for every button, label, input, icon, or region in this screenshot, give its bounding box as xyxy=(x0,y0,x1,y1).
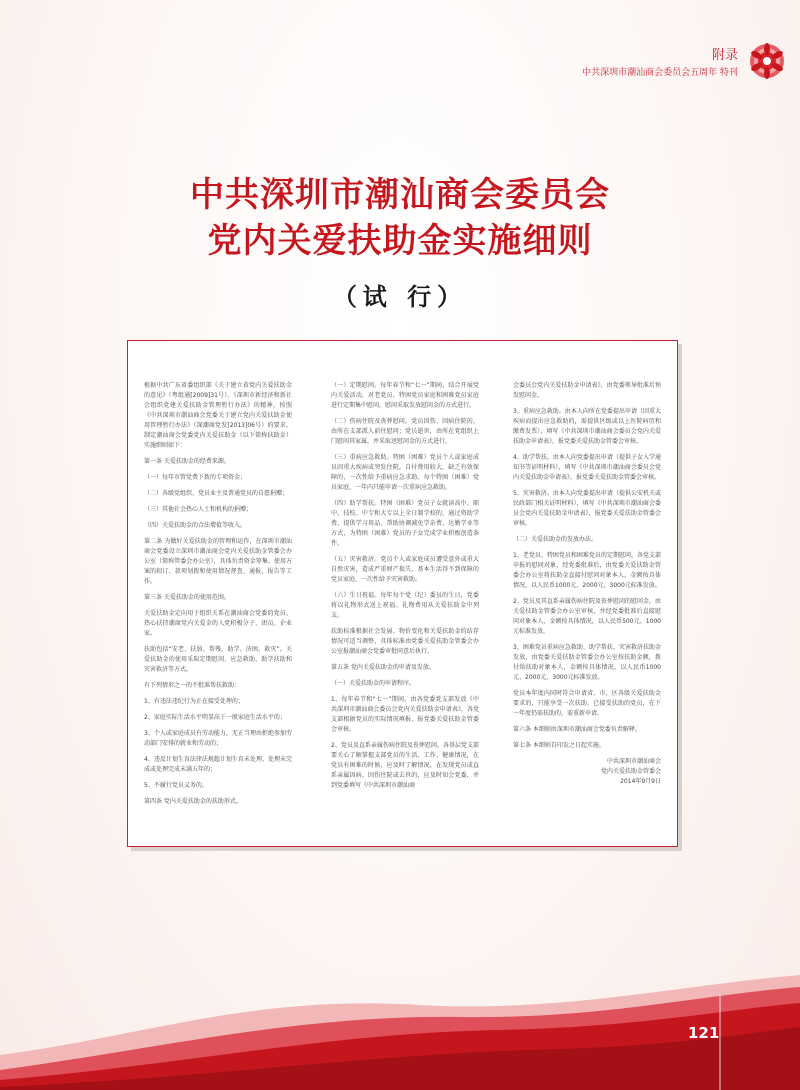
article-heading: 第六条 本细则由深圳市潮汕商会党委负责解释。 xyxy=(513,726,641,733)
paragraph: 4、助学帮扶。由本人向党委提出申请（提供子女入学通知书等证明材料），填写《中共深圳市潮汕商会委员会党内关爱扶助金申请表》，报党委关爱扶助金管委会审核。 xyxy=(513,454,661,481)
paragraph: （一）定期慰问。每年春节和“七一”期间，结合开展党内关爱活动，对老党员、特困党员家庭和困难党员家庭进行定期集中慰问，慰问采取发放慰问金的方式进行。 xyxy=(331,382,479,409)
content-panel xyxy=(127,340,678,847)
paragraph: 关爱扶助金定向用于组织关系在潮汕商会党委的党员、热心扶持潮商党内关爱金的入党积极分子、团员、企业家。 xyxy=(144,610,292,637)
paragraph: （一）每年市管党费下拨的专项资金； xyxy=(144,474,247,481)
title-line-1: 中共深圳市潮汕商会委员会 xyxy=(190,175,610,215)
header-section: 附录 xyxy=(711,48,738,63)
paragraph: 1、有违法违纪行为正在接受处理的； xyxy=(144,698,244,705)
article-heading: 第三条 关爱扶助金的使用范围。 xyxy=(144,594,230,601)
text-column-1 xyxy=(144,381,292,813)
title-line-2: 党内关爱扶助金实施细则 xyxy=(207,221,593,261)
paragraph: （五）灾害救济。党员个人或家庭成员遭受意外或重大自然灾害，造成严重财产损失、基本生活得不到保障的党员家庭，一次性给予灾害救助。 xyxy=(331,556,479,583)
paragraph: 2、党员及直系亲属伤病住院及丧葬慰问。各基层党支部要关心了解掌握支部党员的生活、工作、健康情况，在党员有困难的时候，应及时了解情况，在发现党员或直系亲属因病、因伤住院或去世的，应及时知会党委，并到党委填写《中共深圳市潮汕商 xyxy=(331,742,479,789)
document-title xyxy=(0,172,800,264)
article-heading: 第五条 党内关爱扶助金的申请及发放。 xyxy=(331,664,435,671)
paragraph: （二）关爱扶助金的发放办法。 xyxy=(513,536,598,543)
signature-date: 2014年9月9日 xyxy=(620,778,661,785)
paragraph: 1、老党员、特困党员和困难党员的定期慰问，各党支部申报的慰问对象，经党委批准后，由党委关爱扶助金管委会办公室将扶助金直接付慰问对象本人，金额按具体情况，以人民币1000元、2000元、3000元标准发放。 xyxy=(513,552,661,589)
paragraph: 3、重病应急救助。由本人向所在党委提出申请（因重大疾病而提出应急救助的，需提供区级或以上医院病历和缴费发票），填写《中共深圳市潮汕商会委员会党内关爱扶助金申请表》，报党委关爱扶助金管委会审核。 xyxy=(513,408,661,445)
paragraph: （四）助学帮扶。特困（困难）党员子女就读高中、职中、技校、中专和大专以上全日制学校的，通过资助学费、提供学习用品、帮助协调减免学杂费、达勤学业等方式，为特困（困难）党员的子女完成学业积极创造条件。 xyxy=(331,500,479,547)
paragraph: 根据中共广东省委组织部《关于建立省党内关爱扶助金的意见》（粤组通[2009]31号）、《深圳市新经济和新社会组织党建关爱扶助金管理暂行办法》的精神，按照《中共深圳市潮汕商会党委关于建立党内关爱扶助金使用管理暂行办法》（深潮商党发[2013]06号）的要求，制定潮汕商会党委党内关爱扶助金（以下简称扶助金）实施细则如下： xyxy=(144,382,292,449)
paragraph: （三）重病应急救助。特困（困难）党员个人或家庭成员因重大疾病或突发住院，自付费用较大，缺乏有效保障的，一次性给予重病应急求助。每个特困（困难）党员家庭，一年内只能申请一次重病应急救助。 xyxy=(331,454,479,491)
article-heading: 第七条 本细则自印发之日起实施。 xyxy=(513,742,605,749)
paragraph: （一）关爱扶助金的申请程序。 xyxy=(331,680,416,687)
paragraph: 5、灾害救济。由本人向党委提出申请（提供公安机关或民政部门相关证明材料），填写《中共深圳市潮汕商会委员会党内关爱扶助金申请表》，报党委关爱扶助金管委会审核。 xyxy=(513,490,661,527)
signature-org-2: 党内关爱扶助金管委会 xyxy=(600,768,661,775)
paragraph: （二）伤病住院及丧葬慰问。党员因伤、因病住院的，由所在支部派人前往慰问；党员逝世，由所在党组织上门慰问其家属，并采取送慰问金的方式进行。 xyxy=(331,418,479,445)
signature-block xyxy=(513,757,661,787)
article-heading: 第一条 关爱扶助金的经费来源。 xyxy=(144,458,230,465)
paragraph: 5、不履行党员义务的。 xyxy=(144,782,208,789)
paragraph: 4、违反计划生育法律法规超计划生育未处理、处理未完成或处理完成未满五年的； xyxy=(144,756,292,773)
paragraph: （六）生日祝福。每年每个党（纪）委员的生日，党委将以礼物形式送上祝福。礼物费用从关爱扶助金中列支。 xyxy=(331,592,479,619)
paragraph: 2、家庭实际生活水平明显高于一般家庭生活水平的； xyxy=(144,714,286,721)
header-subtitle: 中共深圳市潮汕商会委员会五周年 特刊 xyxy=(582,68,738,78)
paragraph: 会委员会党内关爱扶助金申请表》，由党委领导批准后预发慰问金。 xyxy=(513,382,661,399)
flower-logo-icon xyxy=(748,42,786,80)
paragraph: 扶助包括“安老、扶弱、帮残、助学、济困、救灾”。关爱扶助金的使用采取定期慰问、应急救助、助学扶助和灾害救济等方式。 xyxy=(144,646,292,673)
paragraph: （二）各级党组织、党员业主及普通党员的自愿捐赠； xyxy=(144,490,289,497)
text-column-2 xyxy=(331,381,479,797)
document-subtitle: （试 行） xyxy=(332,282,468,311)
page-number: 121 xyxy=(688,1024,720,1042)
paragraph: （四）关爱扶助金的合法增值等收入。 xyxy=(144,522,247,529)
article-heading: 第四条 党内关爱扶助金的扶助形式。 xyxy=(144,798,242,805)
paragraph: 1、每年春节和“七一”期间，由各党委党支部发放《中共深圳市潮汕商会委员会党内关爱扶助金申请表》，各党支部根据党员的实际情况填报，报党委关爱扶助金管委会审核。 xyxy=(331,696,479,733)
paragraph: 第二条 为做好关爱扶助金的管理和运作，在深圳市潮汕商会党委设立深圳市潮汕商会党内关爱扶助金管委会办公室（简称管委会办公室），具体负责资金筹集、使用方案的拟订、款项划拨和使用情况督查、通报、报告等工作。 xyxy=(144,538,292,585)
signature-org-1: 中共深圳市潮汕商会 xyxy=(606,758,661,765)
paragraph: 有下列情形之一的不批准帮扶救助： xyxy=(144,682,241,689)
text-column-3 xyxy=(513,381,661,787)
running-header xyxy=(582,44,738,78)
paragraph: （三）其他社会热心人士和机构的捐赠； xyxy=(144,506,253,513)
paragraph: 3、困难党员重病应急救助、助学帮扶、灾害救济扶助金发放，由党委关爱扶助金管委会办公室按扶助金额，拨付给扶助对象本人，金额按具体情况，以人民币1000元、2000元、3000元标准发放。 xyxy=(513,644,661,681)
red-wave-footer xyxy=(0,975,800,1090)
paragraph: 扶助标准根据社会发展、物价变化和关爱扶助金的结存情况可适当调整，具体标准由党委关爱扶助金管委会办公室报潮汕商会党委审批同意后执行。 xyxy=(331,628,479,655)
paragraph: 3、个人或家庭成员有劳动能力，无正当理由拒绝参加劳动部门安排的就业和劳动的； xyxy=(144,730,292,747)
paragraph: 党员本年度内同时符合申请省、市、区各级关爱扶助金要求的，只能享受一次扶助。已接受扶助的党员，在下一年度仍需扶助的，需重新申请。 xyxy=(513,690,661,717)
paragraph: 2、党员及其直系亲属伤病住院及丧葬慰问的慰问金，由关爱扶助金管委会办公室审核，并经党委批准后直接慰问对象本人，金额按具体情况，以人民币500元、1000元标准发放。 xyxy=(513,598,661,635)
